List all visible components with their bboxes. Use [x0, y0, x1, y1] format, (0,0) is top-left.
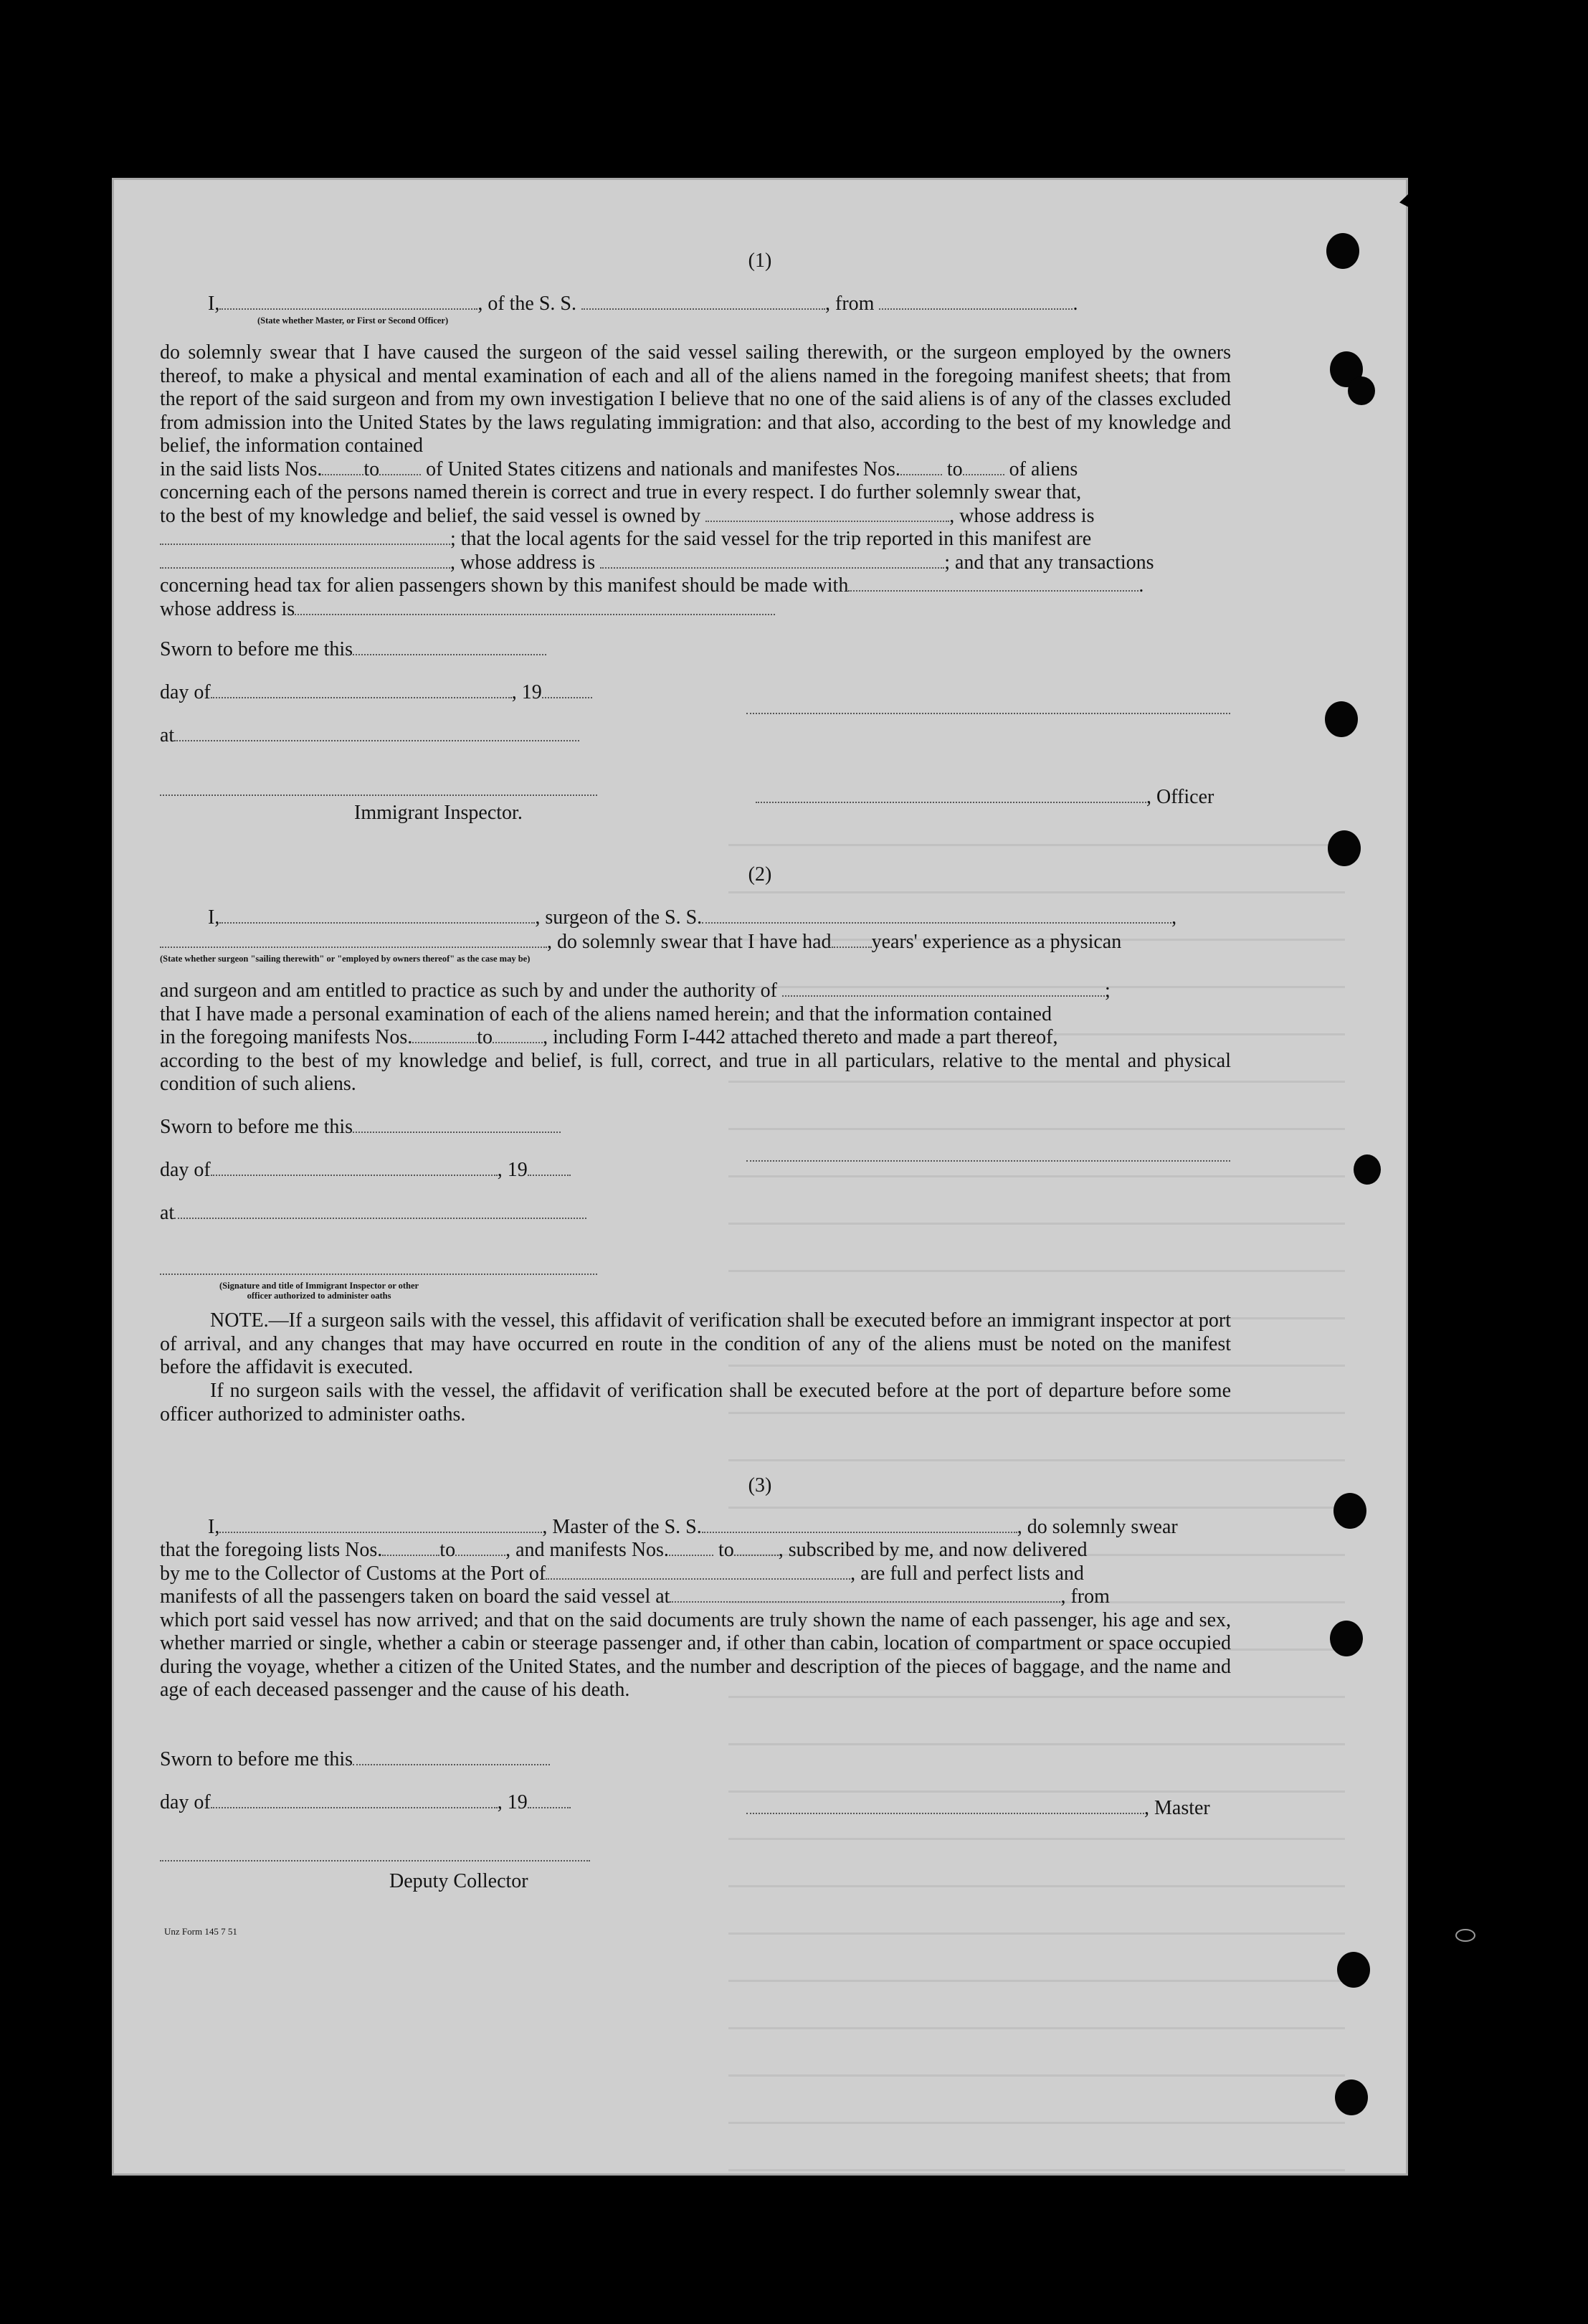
s1-body	[160, 341, 1231, 621]
form-number: Unz Form 145 7 51	[164, 1926, 237, 1937]
torn-corner	[1399, 178, 1451, 239]
binder-hole	[1348, 376, 1375, 405]
s1-day-of: day of , 19	[160, 681, 592, 704]
binder-hole	[1333, 1493, 1366, 1529]
binder-hole	[1328, 830, 1361, 866]
binder-hole	[1326, 233, 1359, 269]
s2-officer-signature-line	[160, 1274, 597, 1275]
s2-examination-line: that I have made a personal examination of each of the aliens named herein; and that the information contained	[160, 1002, 1052, 1025]
s1-headtax-line: concerning head tax for alien passengers shown by this manifest should be made with .	[160, 574, 1144, 597]
s3-boarded-line: manifests of all the passengers taken on board the said vessel at , from	[160, 1585, 1110, 1608]
s1-sworn: Sworn to before me this	[160, 638, 546, 661]
s1-lists-line: in the said lists Nos. to of United States citizens and nationals and manifestes Nos. to of aliens	[160, 457, 1078, 480]
s3-collector-line	[160, 1860, 590, 1861]
s2-manifests-line: in the foregoing manifests Nos. to , including Form I-442 attached thereto and made a part thereof,	[160, 1026, 1058, 1048]
section-1-number: (1)	[748, 250, 772, 272]
s2-note-1: NOTE.—If a surgeon sails with the vessel, this affidavit of verification shall be executed before an immigrant inspector at port of arrival, and any changes that may have occurred en route in the condition of any of the aliens must be noted on the manifest before the affidavit is executed.	[160, 1309, 1231, 1378]
manifest-affidavit-page	[112, 178, 1408, 2176]
s1-whose-address-line: whose address is	[160, 598, 1231, 622]
s3-paragraph: which port said vessel has now arrived; and that on the said documents are truly shown the name of each passenger, his age and sex, whether married or single, whether a cabin or steerage passenger and, if other than cabin, location of compartment or space occupied during the voyage, whether a citizen of the United States, and the number and description of the pieces of baggage, and the name and age of each deceased passenger and the cause of his death.	[160, 1608, 1231, 1701]
s1-agents-line: ; that the local agents for the said vessel for the trip reported in this manifest are	[160, 528, 1231, 551]
s2-signature-caption: (Signature and title of Immigrant Inspector or other officer authorized to administer oaths	[219, 1281, 419, 1301]
s1-paragraph: do solemnly swear that I have caused the surgeon of the said vessel sailing therewith, or the surgeon employed by the owners thereof, to make a physical and mental examination of each and all of the aliens named in the foregoing manifest sheets; that from the report of the said surgeon and from my own investigation I believe that no one of the said aliens is of any of the classes excluded from admission into the United States by the laws regulating immigration: and that also, according to the best of my knowledge and belief, the information contained	[160, 341, 1231, 457]
s3-day-of: day of , 19	[160, 1791, 571, 1814]
section-2-number: (2)	[748, 863, 772, 886]
binder-hole	[1354, 1154, 1381, 1185]
s1-officer: , Officer	[756, 786, 1214, 809]
s1-correct-line: concerning each of the persons named therein is correct and true in every respect. I do further solemnly swear that,	[160, 481, 1082, 503]
binder-hole	[1330, 1621, 1363, 1656]
s2-surgeon-caption: (State whether surgeon "sailing therewith" or "employed by owners thereof" as the case may be)	[160, 954, 531, 964]
s3-lists-line: that the foregoing lists Nos. to , and manifests Nos. to , subscribed by me, and now delivered	[160, 1539, 1088, 1561]
s1-agents-address-line: , whose address is ; and that any transactions	[160, 551, 1231, 575]
s1-officer-caption: (State whether Master, or First or Second Officer)	[257, 316, 449, 326]
s2-oath-line: I, , surgeon of the S. S. ,	[208, 906, 1177, 929]
s1-at: at	[160, 724, 579, 747]
s2-note-2: If no surgeon sails with the vessel, the affidavit of verification shall be executed before at the port of departure before some officer authorized to administer oaths.	[160, 1380, 1231, 1426]
section-3-number: (3)	[748, 1474, 772, 1497]
s1-inspector: Immigrant Inspector.	[354, 802, 523, 824]
s1-owner-line: to the best of my knowledge and belief, the said vessel is owned by , whose address is	[160, 504, 1095, 527]
s3-sworn: Sworn to before me this	[160, 1748, 550, 1771]
s1-signature-line	[746, 713, 1230, 714]
binder-hole	[1337, 1952, 1370, 1988]
s2-authority-line: and surgeon and am entitled to practice as such by and under the authority of ;	[160, 980, 1111, 1002]
s2-sworn: Sworn to before me this	[160, 1116, 561, 1139]
s2-body	[160, 980, 1231, 1096]
s2-signature-line	[746, 1160, 1230, 1162]
s3-master: , Master	[746, 1797, 1210, 1820]
s2-condition-paragraph: according to the best of my knowledge and belief, is full, correct, and true in all particulars, relative to the mental and physical condition of such aliens.	[160, 1049, 1231, 1095]
binder-hole	[1335, 2079, 1368, 2115]
s3-collector: Deputy Collector	[389, 1870, 528, 1892]
s1-oath-line: I, , of the S. S. , from .	[208, 293, 1078, 315]
s3-body	[160, 1539, 1231, 1702]
s3-oath-line: I, , Master of the S. S. , do solemnly swear	[208, 1516, 1178, 1538]
binder-hole	[1325, 701, 1358, 737]
edge-mark	[1455, 1929, 1475, 1942]
s3-port-line: by me to the Collector of Customs at the Port of , are full and perfect lists and	[160, 1562, 1084, 1585]
s2-at: at	[160, 1202, 586, 1225]
s2-day-of: day of , 19	[160, 1159, 571, 1182]
s2-years-line: , do solemnly swear that I have had years' experience as a physican	[160, 931, 1121, 954]
s1-inspector-line	[160, 795, 597, 796]
